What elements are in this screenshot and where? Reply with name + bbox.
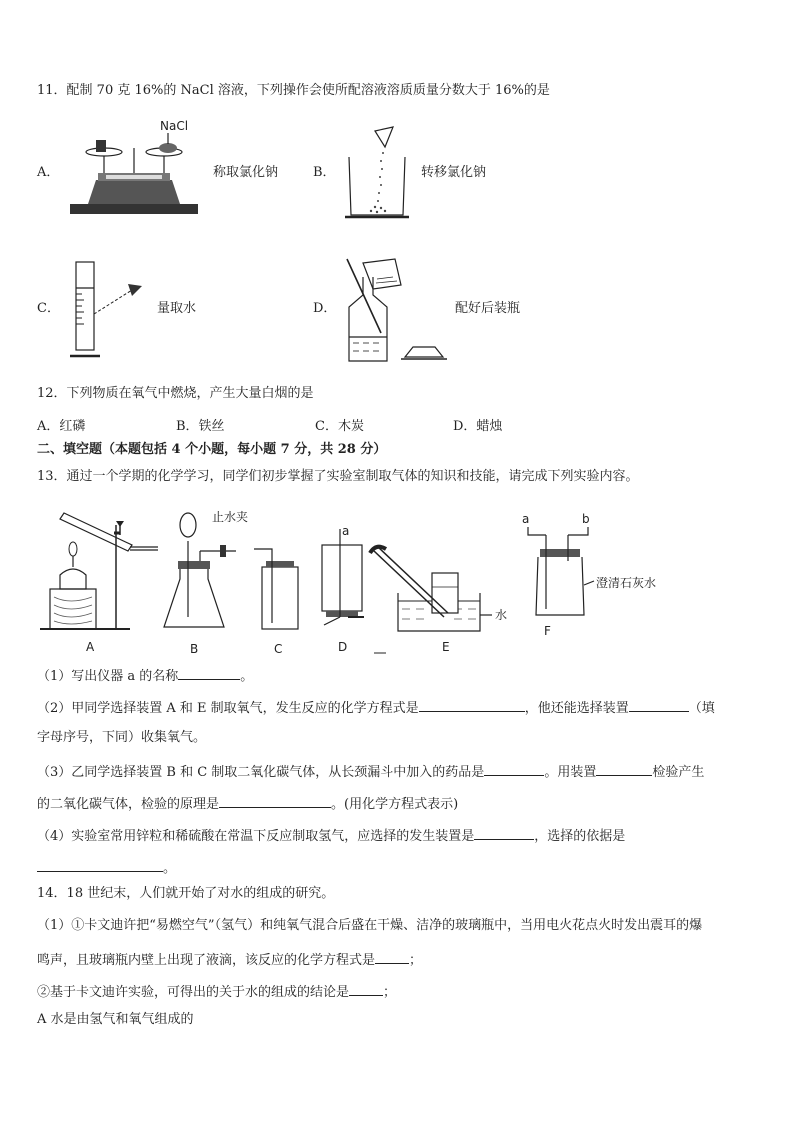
nacl-label: NaCl xyxy=(160,119,189,133)
apparatus-a xyxy=(40,513,158,654)
q14-part1-line2: 鸣声，且玻璃瓶内壁上出现了液滴，该反应的化学方程式是 ； xyxy=(37,949,422,970)
apparatus-b-label: B xyxy=(190,642,199,656)
q11-option-d-letter: D． xyxy=(313,301,337,316)
q14-part2: ②基于卡文迪许实验，可得出的关于水的组成的结论是 ； xyxy=(37,981,396,1002)
q13-part3-device-blank[interactable] xyxy=(596,761,652,776)
apparatus-e-label: E xyxy=(442,640,450,654)
q12-option-c: C．木炭 xyxy=(315,419,364,434)
q11-option-b-letter: B． xyxy=(313,165,336,180)
q13-part4-cont: 。 xyxy=(37,857,176,878)
apparatus-e xyxy=(370,547,507,654)
graduated-cylinder-image xyxy=(70,258,150,363)
q11-option-a-caption: 称取氯化钠 xyxy=(213,165,279,180)
q11-option-b-caption: 转移氯化钠 xyxy=(421,165,487,180)
q13-part2-equation-blank[interactable] xyxy=(419,697,525,712)
apparatus-f xyxy=(522,512,656,638)
apparatus-a-label: A xyxy=(86,640,95,654)
tube-a-label: a xyxy=(522,512,530,526)
q14-option-a: A 水是由氢气和氧气组成的 xyxy=(37,1012,194,1027)
q13-part1: （1）写出仪器 a 的名称 。 xyxy=(37,665,253,686)
q12-option-b: B．铁丝 xyxy=(176,419,225,434)
beaker-transfer-image xyxy=(345,125,415,220)
apparatus-d xyxy=(322,524,364,654)
q14-part1-equation-blank[interactable] xyxy=(375,949,409,964)
apparatus-b xyxy=(164,509,248,656)
water-label: 水 xyxy=(495,608,508,622)
q13-part1-blank[interactable] xyxy=(178,665,240,680)
q14-part1-line1: （1）①卡文迪许把“易燃空气”（氢气）和纯氧气混合后盛在干燥、洁净的玻璃瓶中，当用电火花点火时发出震耳的爆 xyxy=(37,918,703,933)
q13-part3: （3）乙同学选择装置 B 和 C 制取二氧化碳气体，从长颈漏斗中加入的药品是 。用装置 检验产生 xyxy=(37,761,704,782)
q13-part4-reason-blank[interactable] xyxy=(37,857,163,872)
apparatus-c-label: C xyxy=(274,642,283,656)
limewater-label: 澄清石灰水 xyxy=(596,576,657,590)
q12-stem: 12．下列物质在氧气中燃烧，产生大量白烟的是 xyxy=(37,386,314,401)
apparatus-d-label: D xyxy=(338,640,348,654)
q12-option-d: D．蜡烛 xyxy=(453,419,503,434)
q13-part3-reagent-blank[interactable] xyxy=(484,761,544,776)
tube-b-label: b xyxy=(582,512,590,526)
q11-stem: 11．配制 70 克 16%的 NaCl 溶液，下列操作会使所配溶液溶质质量分数大于 16%的是 xyxy=(37,83,550,98)
q13-part3-cont: 的二氧化碳气体，检验的原理是 。(用化学方程式表示) xyxy=(37,793,458,814)
q13-part2: （2）甲同学选择装置 A 和 E 制取氧气，发生反应的化学方程式是 ，他还能选择装置 （填 xyxy=(37,697,715,718)
q13-part4: （4）实验室常用锌粒和稀硫酸在常温下反应制取氢气，应选择的发生装置是 ，选择的依据是 xyxy=(37,825,625,846)
q13-part2-collector-blank[interactable] xyxy=(629,697,689,712)
stop-clamp-label: 止水夹 xyxy=(212,510,249,524)
balance-scale-image xyxy=(68,118,208,218)
q11-option-c-letter: C． xyxy=(37,301,60,316)
apparatus-c xyxy=(254,549,298,656)
q11-option-d-caption: 配好后装瓶 xyxy=(455,301,521,316)
bottle-pouring-image xyxy=(343,255,453,367)
q13-part4-device-blank[interactable] xyxy=(474,825,534,840)
gas-apparatus-figure xyxy=(40,505,680,655)
q13-stem: 13．通过一个学期的化学学习，同学们初步掌握了实验室制取气体的知识和技能，请完成下列实验内容。 xyxy=(37,469,639,484)
q13-part2-cont: 字母序号，下同）收集氧气。 xyxy=(37,730,207,745)
instrument-a-label: a xyxy=(342,524,350,538)
apparatus-f-label: F xyxy=(544,624,551,638)
q11-option-c-caption: 量取水 xyxy=(157,301,197,316)
q12-option-a: A．红磷 xyxy=(37,419,86,434)
q14-stem: 14．18 世纪末，人们就开始了对水的组成的研究。 xyxy=(37,886,335,901)
q13-part3-equation-blank[interactable] xyxy=(219,793,331,808)
q14-part2-conclusion-blank[interactable] xyxy=(349,981,383,996)
section-2-title: 二、填空题（本题包括 4 个小题，每小题 7 分，共 28 分） xyxy=(37,442,387,457)
q11-option-a-letter: A． xyxy=(37,165,60,180)
